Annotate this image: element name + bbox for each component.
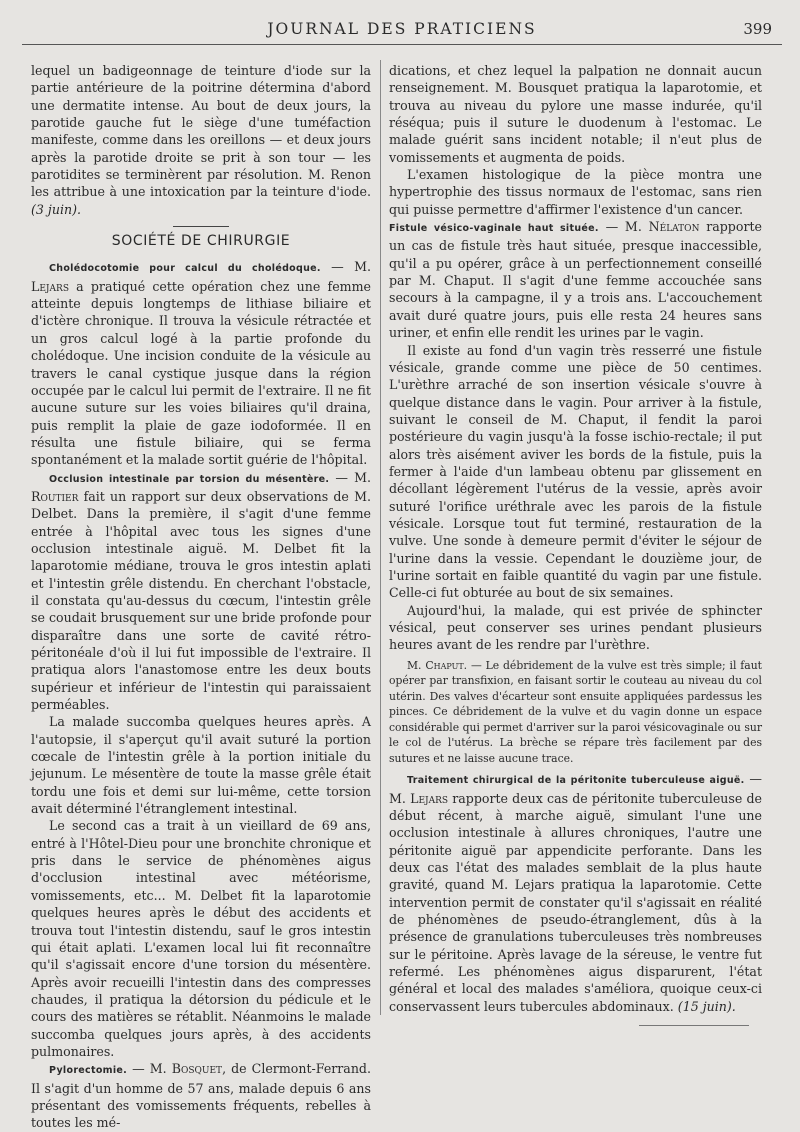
paragraph: Aujourd'hui, la malade, qui est privée de sphincter vésical, peut conserver ses urines pendant plusieurs heures avant de les rendre par l'urèthre.: [389, 602, 762, 653]
article-heading: Traitement chirurgical de la péritonite tuberculeuse aiguë.: [407, 775, 745, 787]
article-author: Routier: [31, 488, 79, 504]
article-heading: Cholédocotomie pour calcul du cholédoque.: [49, 263, 321, 275]
paragraph: Le second cas a trait à un vieillard de 69 ans, entré à l'Hôtel-Dieu pour une bronchite chronique et pris dans le service de phénomènes aigus d'occlusion intestinal avec météorisme, vomissements, etc... M. Delbet fit la laparotomie quelques heures après le début des accidents et trouva tout l'intestin distendu, sauf le gros intestin qui était aplati. L'examen local lui fit reconnaître qu'il s'agissait encore d'une torsion du mésentère. Après avoir recueilli l'intestin dans des compresses chaudes, il pratiqua la détorsion du pédicule et le cours des matières se rétablit. Néanmoins le malade succomba quelques jours après, à des accidents pulmonaires.: [31, 818, 371, 1059]
article-pylorectomie: [31, 1060, 371, 1131]
paragraph: La malade succomba quelques heures après. A l'autopsie, il s'aperçut qu'il avait suturé la portion cœcale de l'intestin grêle à la portion initiale du jejunum. Le mésentère de toute la masse grêle était tordu une fois et demi sur lui-même, cette torsion avait déterminé l'étranglement intestinal.: [31, 714, 371, 817]
article-author: Lejars: [31, 278, 69, 294]
article-dash: — M.: [320, 259, 371, 275]
right-column: [389, 62, 762, 1026]
article-author: Lejars: [410, 790, 449, 806]
intro-date: (3 juin).: [31, 201, 81, 217]
article-dash: — M.: [329, 469, 371, 485]
end-rule: [639, 1025, 749, 1026]
column-divider: [380, 60, 381, 1015]
article-heading: Pylorectomie.: [49, 1065, 128, 1077]
article-cholecotomie: [31, 258, 371, 468]
article-date: (15 juin).: [677, 998, 736, 1014]
article-dash: — M.: [389, 771, 762, 806]
journal-title: JOURNAL DES PRATICIENS: [267, 20, 537, 38]
article-author: Bosquet: [171, 1061, 223, 1077]
note-paragraph: [389, 658, 762, 767]
article-occlusion: [31, 469, 371, 714]
article-text: rapporte deux cas de péritonite tuberculeuse de début récent, à marche aiguë, simulant l'une une occlusion intestinale à allures chroniques, l'autre une péritonite aiguë par appendicite perforante. Dans les deux cas l'état des malades semblait de la plus haute gravité, quand M. Lejars pratiqua la laparotomie. Cette intervention permit de constater qu'il s'agissait en réalité de phénomènes de pseudo-étranglement, dûs à la présence de granulations tuberculeuses très nombreuses sur le péritoine. Après lavage de la séreuse, le ventre fut refermé. Les phénomènes aigus disparurent, l'état général et local des malades s'améliora, quoique ceux-ci conservassent leurs tubercules abdominaux.: [389, 790, 763, 1014]
intro-text: lequel un badigeonnage de teinture d'iode sur la partie antérieure de la poitrine détermina d'abord une dermatite intense. Au bout de deux jours, la parotide gauche fut le siège d'une tuméfaction manifeste, comme dans les oreillons — et deux jours après la parotide droite se prit à son tour — les parotidites se terminèrent par résolution. M. Renon les attribue à une intoxication par la teinture d'iode.: [31, 63, 371, 200]
article-traitement: [389, 770, 762, 1015]
article-text: fait un rapport sur deux observations de M. Delbet. Dans la première, il s'agit d'une femme entrée à l'hôpital avec tous les signes d'une occlusion intestinale aiguë. M. Delbet fit la laparotomie médiane, trouva le gros intestin aplati et l'intestin grêle distendu. En cherchant l'obstacle, il constata qu'au-dessus du cœcum, l'intestin grêle se coudait brusquement sur une bride profonde pour disparaître dans une sorte de cavité rétro-péritonéale d'où il lui fut impossible de l'extraire. Il pratiqua alors l'anastomose entre les deux bouts supérieur et inférieur de l'intestin qui paraissaient perméables.: [31, 488, 371, 713]
page-number: 399: [743, 20, 772, 38]
article-fistule: [389, 218, 762, 341]
article-heading: Fistule vésico-vaginale haut située.: [389, 223, 599, 235]
section-rule: [173, 226, 229, 227]
note-text: — Le débridement de la vulve est très simple; il faut opérer par transfixion, en faisant sortir le couteau au niveau du col utérin. Des valves d'écarteur sont ensuite appliquées pardessus les pinces. Ce débridement de la vulve et du vagin donne un espace considérable qui permet d'arriver sur la paroi vésicovaginale ou sur le col de l'utérus. La brèche se répare très facilement par des sutures et ne laisse aucune trace.: [389, 658, 762, 765]
article-dash: — M.: [598, 219, 649, 235]
article-heading: Occlusion intestinale par torsion du mésentère.: [49, 473, 330, 485]
paragraph: Il existe au fond d'un vagin très resserré une fistule vésicale, grande comme une pièce de 50 centimes. L'urèthre arraché de son insertion vésicale s'ouvre à quelque distance dans le vagin. Pour arriver à la fistule, suivant le conseil de M. Chaput, il fendit la paroi postérieure du vagin jusqu'à la fosse ischio-rectale; il put alors très aisément aviver les bords de la fistule, puis la fermer à l'aide d'un lambeau obtenu par glissement en décollant légèrement l'utérus de la vessie, après avoir suturé l'orifice uréthrale avec les parois de la fistule vésicale. Lorsque tout fut terminé, restauration de la vulve. Une sonde à demeure permit d'éviter le séjour de l'urine dans la vessie. Cependant le douzième jour, de l'urine sortait en faible quantité du vagin par une fistule. Celle-ci fut obturée au bout de six semaines.: [389, 342, 762, 601]
header-rule: [22, 44, 782, 45]
note-author: M. Chaput.: [407, 658, 468, 672]
article-text: , de Clermont-Ferrand. Il s'agit d'un homme de 57 ans, malade depuis 6 ans présentant des vomissements fréquents, rebelles à toutes les mé-: [31, 1061, 371, 1131]
left-column: [31, 62, 371, 1132]
article-text: rapporte un cas de fistule très haut située, presque inaccessible, qu'il a pu opérer, grâce à un perfectionnement conseillé par M. Chaput. Il s'agit d'une femme accouchée sans secours à la campagne, il y a trois ans. L'accouchement avait duré quatre jours, puis elle resta 24 heures sans uriner, et enfin elle rendit les urines par le vagin.: [389, 219, 762, 341]
section-title: SOCIÉTÉ DE CHIRURGIE: [111, 233, 291, 250]
article-author: Nélaton: [648, 219, 700, 235]
article-text: a pratiqué cette opération chez une femme atteinte depuis longtemps de lithiase biliaire et d'ictère chronique. Il trouva la vésicule rétractée et un gros calcul logé à la partie profonde du cholédoque. Une incision conduite de la vésicule au travers le canal cystique jusque dans la région occupée par le calcul lui permit de l'extraire. Il ne fit aucune suture sur les voies biliaires qu'il draina, puis remplit la plaie de gaze iodoformée. Il en résulta une fistule biliaire, qui se ferma spontanément et la malade sortit guérie de l'hôpital.: [31, 278, 371, 468]
intro-paragraph: [31, 62, 371, 218]
article-dash: — M.: [127, 1061, 172, 1077]
paragraph: L'examen histologique de la pièce montra une hypertrophie des tissus normaux de l'estomac, sans rien qui puisse permettre d'affirmer l'existence d'un cancer.: [389, 167, 762, 217]
paragraph: dications, et chez lequel la palpation ne donnait aucun renseignement. M. Bousquet pratiqua la laparotomie, et trouva au niveau du pylore une masse indurée, qu'il réséqua; puis il suture le duodenum à l'estomac. Le malade guérit sans incident notable; il n'eut plus de vomissements et augmenta de poids.: [389, 63, 762, 165]
